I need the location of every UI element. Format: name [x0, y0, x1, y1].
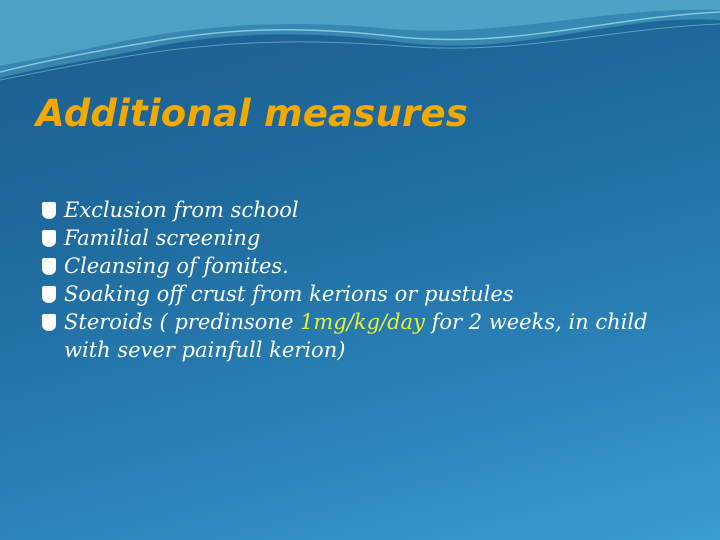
replacement-character-icon: [42, 202, 56, 219]
bullet-text: Cleansing of fomites.: [64, 254, 289, 278]
replacement-character-icon: [42, 314, 56, 331]
bullet-item-soaking: [42, 280, 682, 308]
bullet-text-after: for 2 weeks, in child with sever painfull kerion): [64, 310, 648, 362]
bullet-text: Familial screening: [64, 226, 261, 250]
bullet-text-before: Steroids ( predinsone: [64, 310, 301, 334]
bullet-item-steroids: [42, 308, 682, 364]
replacement-character-icon: [42, 230, 56, 247]
slide-title: Additional measures: [36, 92, 468, 135]
bullet-item-cleansing: [42, 252, 682, 280]
replacement-character-icon: [42, 286, 56, 303]
bullet-item-screening: [42, 224, 682, 252]
bullet-item-exclusion: [42, 196, 682, 224]
bullet-text: Exclusion from school: [64, 198, 299, 222]
dosage-highlight: 1mg/kg/day: [300, 310, 425, 334]
bullet-list: [42, 196, 682, 364]
replacement-character-icon: [42, 258, 56, 275]
bullet-text: Soaking off crust from kerions or pustules: [64, 282, 514, 306]
header-wave-decoration: [0, 0, 720, 90]
